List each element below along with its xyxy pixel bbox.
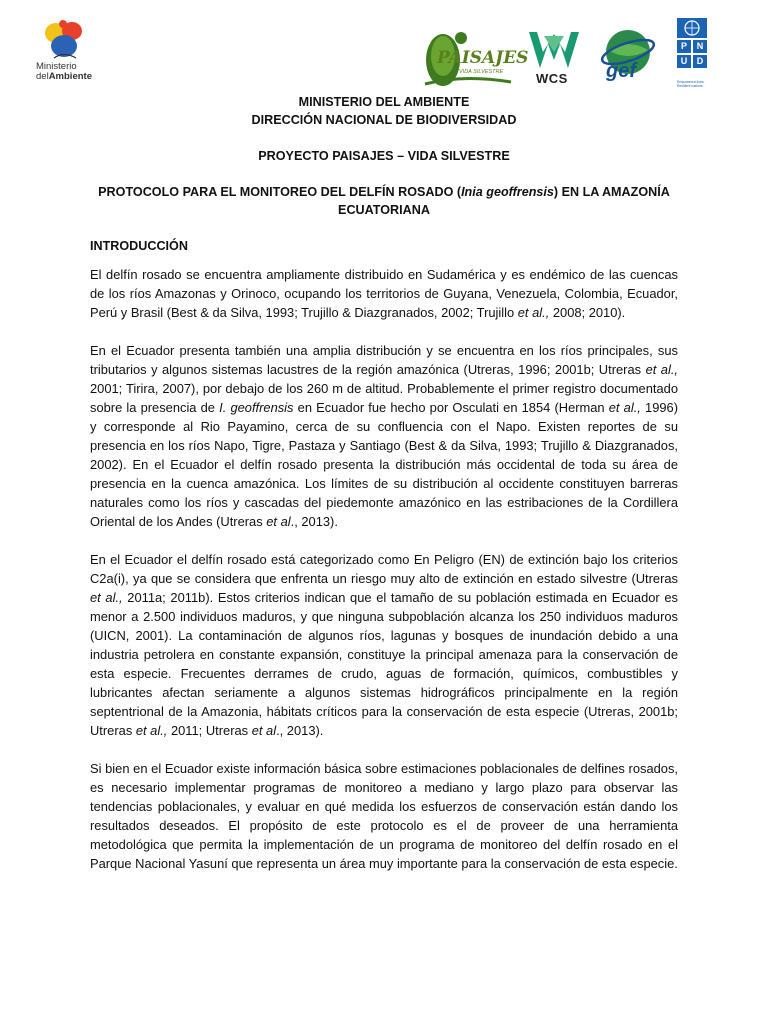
paragraph-distribution: [90, 265, 678, 322]
italic-run: et al.,: [135, 723, 168, 738]
paisajes-logo-word: PAISAJES: [437, 48, 529, 68]
directorate-heading: DIRECCIÓN NACIONAL DE BIODIVERSIDAD: [251, 113, 517, 127]
italic-run: et al.,: [517, 305, 550, 320]
text-run: 2001; Tirira, 2007), por debajo de los 260 m de altitud. Probablemente el primer registro documentado sobre la presencia de: [90, 381, 678, 415]
italic-run: et al: [251, 723, 277, 738]
text-run: 2011a; 2011b). Estos criterios indican que el tamaño de su población estimada en Ecuador es menor a 2.500 individuos maduros, y que ninguna subpoblación alcanza los 250 individuos maduros (UICN, 2001). La contaminación de algunos ríos, lagunas y bosques de inundación debido a una industria petrolera en constante expansión, constituye la principal amenaza para la conservación de esta especie. Frecuentes derrames de crudo, aguas de formación, químicos, combustibles y lubricantes afectan seriamente a algunos sistemas hidrográficos principalmente en la región septentrional de la Amazonia, hábitats críticos para la conservación de esta especie (Utreras, 2001b; Utreras: [90, 590, 678, 738]
ministerio-emblem-icon: [40, 18, 90, 64]
italic-run: et al.,: [608, 400, 641, 415]
text-run: En el Ecuador presenta también una amplia distribución y se encuentra en los ríos principales, sus tributarios y algunos sistemas lacustres de la región amazónica (Utreras, 1996; 2001b; Utreras: [90, 343, 678, 377]
project-heading: PROYECTO PAISAJES – VIDA SILVESTRE: [258, 149, 510, 163]
document-title-part: ) EN LA AMAZONÍA ECUATORIANA: [338, 185, 670, 217]
undp-tile-u: U: [677, 55, 691, 68]
text-run: El delfín rosado se encuentra ampliamente distribuido en Sudamérica y es endémico de las cuencas de los ríos Amazonas y Orinoco, ocupando los territorios de Guyana, Venezuela, Colombia, Ecuador, Perú y Brasil (Best & da Silva, 1993; Trujillo & Diazgranados, 2002; Trujillo: [90, 267, 678, 320]
paragraph-protocol-purpose: [90, 759, 678, 873]
gef-logo-label: gef: [606, 60, 636, 82]
text-run: en Ecuador fue hecho por Osculati en 1854 (Herman: [293, 400, 609, 415]
undp-tile-n: N: [693, 40, 707, 53]
document-body: [90, 93, 678, 873]
text-run: 2008; 2010).: [549, 305, 626, 320]
text-run: En el Ecuador el delfín rosado está categorizado como En Peligro (EN) de extinción bajo los criterios C2a(i), ya que se considera que enfrenta un riesgo muy alto de extinción en estado silvestre (Utreras: [90, 552, 678, 586]
undp-tile-d: D: [693, 55, 707, 68]
undp-tile-p: P: [677, 40, 691, 53]
gef-logo: [600, 26, 656, 88]
italic-run: et al.,: [90, 590, 123, 605]
species-name: Inia geoffrensis: [461, 185, 554, 199]
wcs-w-icon: [527, 30, 581, 70]
ministry-heading: MINISTERIO DEL AMBIENTE: [298, 95, 470, 109]
italic-run: et al: [266, 514, 291, 529]
document-title-part: PROTOCOLO PARA EL MONITOREO DEL DELFÍN ROSADO (: [98, 185, 462, 199]
text-run: 1996) y corresponde al Rio Payamino, cerca de su confluencia con el Napo. Existen reportes de su presencia en los ríos Napo, Tigre, Pastaza y Santiago (Best & da Silva, 1993; Trujillo & Diazgranados, 2002). En el Ecuador el delfín rosado presenta la distribución más occidental de toda su área de presencia en la cuenca amazónica. Los límites de su distribución al occidente constituyen barreras naturales como los ríos y cascadas del piedemonte amazónico en las estribaciones de la Cordillera Oriental de los Andes (Utreras: [90, 400, 678, 529]
document-title: [90, 183, 678, 219]
paragraph-conservation-status: [90, 550, 678, 740]
text-run: ., 2013).: [290, 514, 338, 529]
section-heading: INTRODUCCIÓN: [90, 239, 188, 253]
undp-tagline: Empowered lives. Resilient nations.: [677, 80, 705, 88]
paisajes-logo: [423, 26, 529, 90]
text-run: ., 2013).: [276, 723, 324, 738]
text-run: 2011; Utreras: [167, 723, 252, 738]
paisajes-logo-sub: VIDA SILVESTRE: [459, 69, 504, 75]
wcs-logo-label: WCS: [536, 71, 568, 86]
ministerio-logo-text: Ministerio delAmbiente: [36, 61, 92, 82]
wcs-logo: [527, 30, 581, 88]
undp-logo: [677, 18, 707, 92]
italic-run: I. geoffrensis: [219, 400, 294, 415]
un-emblem-icon: [677, 18, 707, 38]
text-run: Si bien en el Ecuador existe información básica sobre estimaciones poblacionales de delfines rosados, es necesario implementar programas de monitoreo a mediano y largo plazo para observar las tendencias poblacionales, y evaluar en qué medida los esfuerzos de conservación están dando los resultados deseados. El propósito de este protocolo es el de proveer de una herramienta metodológica que permita la implementación de un programa de monitoreo del delfín rosado en el Parque Nacional Yasuní que representa un área muy importante para la conservación de esta especie.: [90, 761, 678, 871]
paragraph-ecuador-presence: [90, 341, 678, 531]
italic-run: et al.,: [645, 362, 678, 377]
ministerio-logo: [34, 18, 104, 86]
